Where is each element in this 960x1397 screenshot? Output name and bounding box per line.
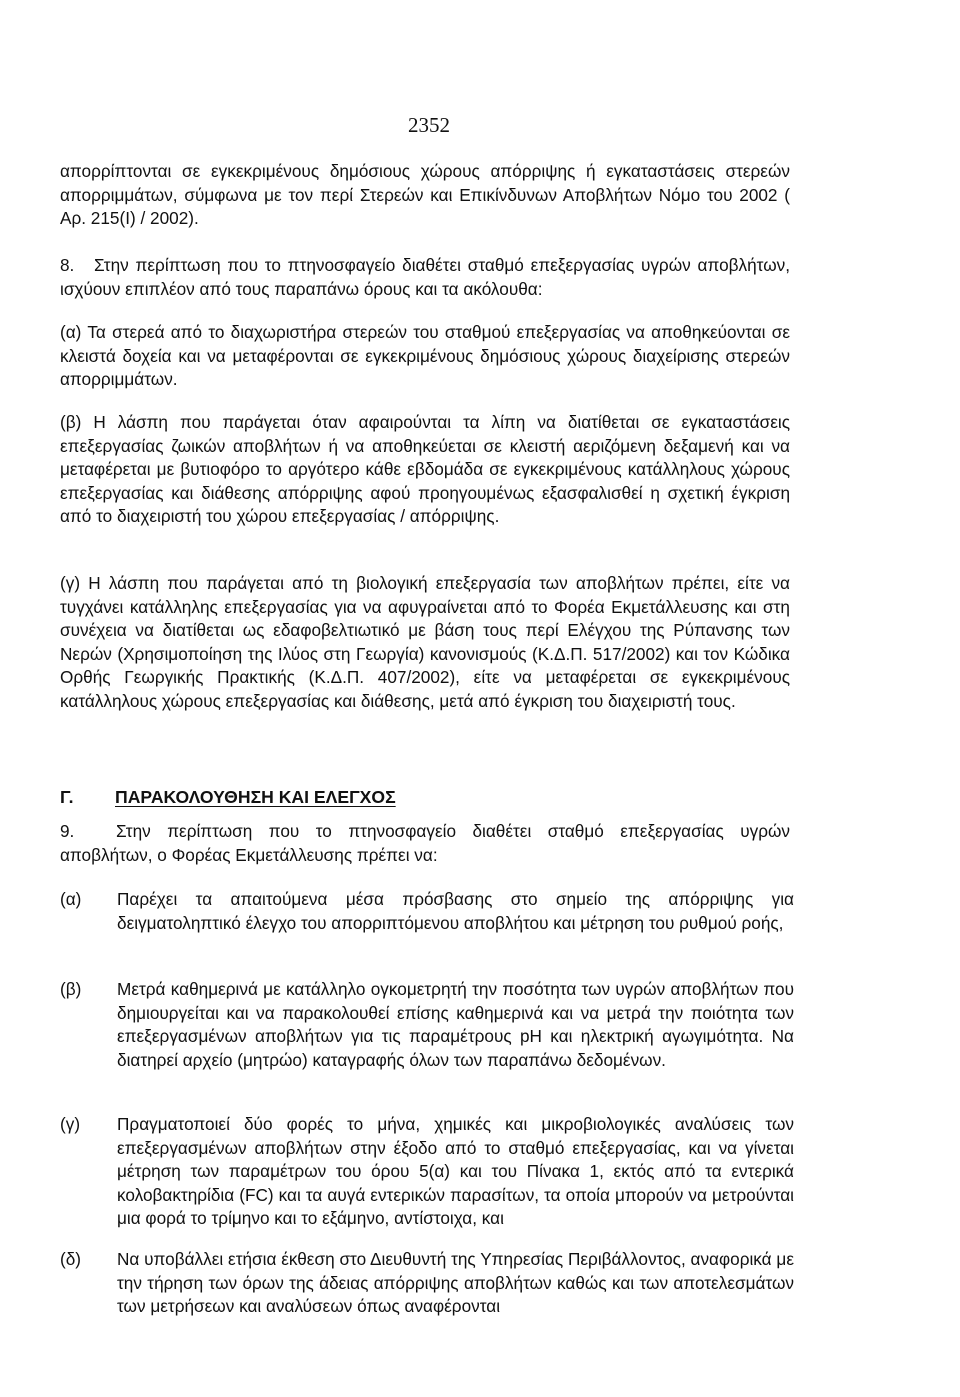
intro-paragraph: απορρίπτονται σε εγκεκριμένους δημόσιους χώρους απόρριψης ή εγκαταστάσεις στερεών απορριμμάτων, σύμφωνα με τον περί Στερεών και Επικίνδυνων Αποβλήτων Νόμο του 2002 ( Αρ. 215(Ι) / 2002). <box>60 161 790 229</box>
clause-8-item-b-label: (β) <box>60 412 82 432</box>
section-heading <box>60 785 396 809</box>
page-number: 2352 <box>408 113 450 137</box>
clause-9-item-d <box>60 1248 794 1319</box>
clause-8-item-a-text: Τα στερεά από το διαχωριστήρα στερεών του σταθμού επεξεργασίας να αποθηκεύονται σε κλειστά δοχεία και να μεταφέρονται σε εγκεκριμένους δημόσιους χώρους διαχείρισης στερεών απορριμμάτων. <box>60 322 790 390</box>
clause-9-item-d-text: Να υποβάλλει ετήσια έκθεση στο Διευθυντή της Υπηρεσίας Περιβάλλοντος, αναφορικά με την τήρηση των όρων της άδειας απόρριψης αποβλήτων καθώς και των αποτελεσμάτων των μετρήσεων και αναλύσεων όπως αναφέρονται <box>117 1249 794 1317</box>
clause-8 <box>60 254 790 301</box>
clause-8-item-b-text: Η λάσπη που παράγεται όταν αφαιρούνται τα λίπη να διατίθεται σε εγκαταστάσεις επεξεργασίας ζωικών αποβλήτων ή να αποθηκεύεται σε κλειστή αεριζόμενη δεξαμενή και να μεταφέρεται με βυτιοφόρο το αργότερο κάθε εβδομάδα σε εγκεκριμένους κατάλληλους χώρους επεξεργασίας και διάθεσης απόρριψης αφού προηγουμένως εξασφαλισθεί η σχετική έγκριση από το διαχειριστή του χώρου επεξεργασίας / απόρριψης. <box>60 412 790 527</box>
clause-9-number: 9. <box>60 821 75 841</box>
clause-9 <box>60 820 790 867</box>
clause-8-item-c <box>60 572 790 714</box>
clause-9-text: Στην περίπτωση που το πτηνοσφαγείο διαθέτει σταθμό επεξεργασίας υγρών αποβλήτων, ο Φορέας Εκμετάλλευσης πρέπει να: <box>60 821 790 865</box>
clause-8-item-c-text: Η λάσπη που παράγεται από τη βιολογική επεξεργασία των αποβλήτων πρέπει, είτε να τυγχάνει κατάλληλης επεξεργασίας για να αφυγραίνεται από το Φορέα Εκμετάλλευσης και στη συνέχεια να διατίθεται ως εδαφοβελτιωτικό με βάση τους περί Ελέγχου της Ρύπανσης των Νερών (Χρησιμοποίηση της Ιλύος στη Γεωργία) κανονισμούς (Κ.Δ.Π. 517/2002) και τον Κώδικα Ορθής Γεωργικής Πρακτικής (Κ.Δ.Π. 407/2002), είτε να μεταφέρεται σε εγκεκριμένους κατάλληλους χώρους επεξεργασίας και διάθεσης, μετά από έγκριση του διαχειριστή τους. <box>60 573 790 711</box>
clause-9-item-d-label: (δ) <box>60 1249 82 1269</box>
clause-8-item-a <box>60 321 790 392</box>
clause-9-item-a <box>60 888 794 935</box>
clause-9-item-c-label: (γ) <box>60 1114 81 1134</box>
clause-9-item-b <box>60 978 794 1072</box>
clause-8-item-a-label: (α) <box>60 322 82 342</box>
clause-9-item-c-text: Πραγματοποιεί δύο φορές το μήνα, χημικές και μικροβιολογικές αναλύσεις των επεξεργασμένων αποβλήτων στην έξοδο από το σταθμό επεξεργασίας, και να γίνεται μέτρηση των παραμέτρων του όρου 5(α) και του Πίνακα 1, εκτός από τα εντερικά κολοβακτηρίδια (FC) και τα αυγά εντερικών παρασίτων, τα οποία μπορούν να μετρούνται μια φορά το τρίμηνο και το εξάμηνο, αντίστοιχα, και <box>117 1114 794 1229</box>
clause-8-item-b <box>60 411 790 529</box>
clause-9-item-b-text: Μετρά καθημερινά με κατάλληλο ογκομετρητή την ποσότητα των υγρών αποβλήτων που δημιουργείται και να παρακολουθεί επίσης καθημερινά και να μετρά την ποιότητα των επεξεργασμένων αποβλήτων για τις παραμέτρους pH και ηλεκτρική αγωγιμότητα. Να διατηρεί αρχείο (μητρώο) καταγραφής όλων των παραπάνω δεδομένων. <box>117 979 794 1070</box>
clause-9-item-a-label: (α) <box>60 889 82 909</box>
section-title: ΠΑΡΑΚΟΛΟΥΘΗΣΗ ΚΑΙ ΕΛΕΓΧΟΣ <box>115 787 396 807</box>
clause-9-item-a-text: Παρέχει τα απαιτούμενα μέσα πρόσβασης στο σημείο της απόρριψης για δειγματοληπτικό έλεγχο του απορριπτόμενου αποβλήτου και μέτρηση του ρυθμού ροής, <box>117 889 794 933</box>
clause-8-number: 8. <box>60 255 75 275</box>
section-letter: Γ. <box>60 787 74 807</box>
clause-9-item-c <box>60 1113 794 1231</box>
clause-9-item-b-label: (β) <box>60 979 82 999</box>
clause-8-text: Στην περίπτωση που το πτηνοσφαγείο διαθέτει σταθμό επεξεργασίας υγρών αποβλήτων, ισχύουν επιπλέον από τους παραπάνω όρους και τα ακόλουθα: <box>60 255 790 299</box>
clause-8-item-c-label: (γ) <box>60 573 81 593</box>
